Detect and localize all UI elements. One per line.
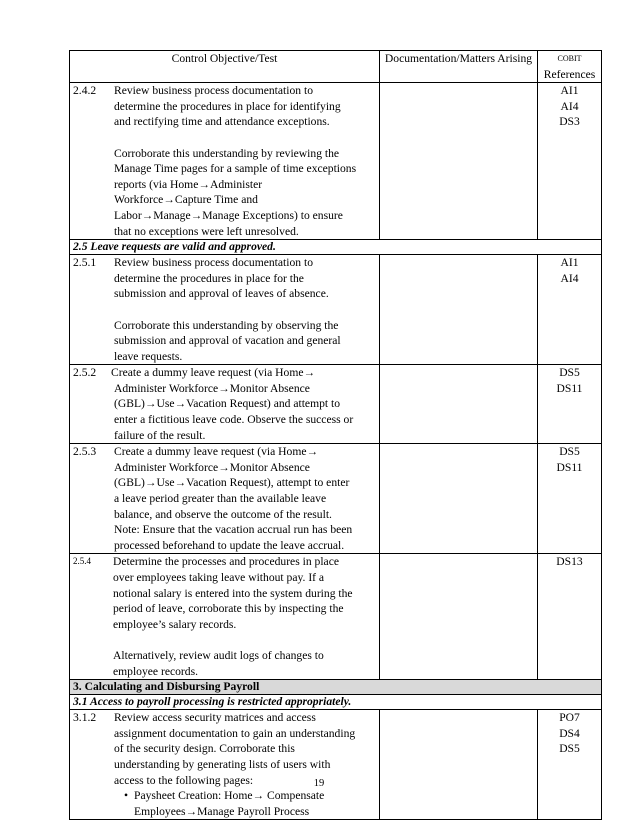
test-line: Create a dummy leave request (via Home→ bbox=[114, 445, 319, 459]
control-test-cell bbox=[70, 83, 380, 240]
header-documentation: Documentation/Matters Arising bbox=[380, 51, 538, 83]
test-line: Workforce→Capture Time and bbox=[114, 193, 258, 207]
cobit-ref-cell bbox=[538, 444, 602, 554]
test-line: reports (via Home→Administer bbox=[114, 177, 263, 191]
test-number: 2.5.1 bbox=[73, 256, 97, 270]
cobit-ref: AI4 bbox=[560, 271, 579, 285]
cobit-ref: DS5 bbox=[559, 445, 580, 459]
documentation-cell bbox=[380, 255, 538, 365]
test-line: (GBL)→Use→Vacation Request) and attempt to bbox=[114, 397, 341, 411]
test-line: access to the following pages: bbox=[114, 773, 254, 787]
cobit-ref: DS11 bbox=[556, 381, 583, 395]
test-line: Paysheet Creation: Home→ Compensate bbox=[134, 789, 325, 803]
section-heading: 2.5 Leave requests are valid and approved. bbox=[70, 240, 602, 255]
test-line: employee records. bbox=[113, 664, 198, 678]
control-test-cell bbox=[70, 444, 380, 554]
test-line: determine the procedures in place for the bbox=[114, 271, 304, 285]
list-item bbox=[114, 788, 355, 819]
cobit-ref: PO7 bbox=[559, 711, 580, 725]
test-number: 2.5.4 bbox=[73, 556, 91, 567]
test-number: 2.5.3 bbox=[73, 445, 97, 459]
cobit-ref-cell bbox=[538, 365, 602, 444]
control-test-cell bbox=[70, 554, 380, 680]
table-header-row bbox=[70, 51, 602, 83]
test-line: Note: Ensure that the vacation accrual run has been bbox=[114, 523, 353, 537]
test-line: Review access security matrices and access bbox=[114, 711, 316, 725]
test-line: understanding by generating lists of users with bbox=[114, 757, 331, 771]
cobit-ref: DS5 bbox=[559, 742, 580, 756]
test-line: Corroborate this understanding by observing the bbox=[114, 318, 339, 332]
documentation-cell bbox=[380, 83, 538, 240]
test-number: 2.4.2 bbox=[73, 84, 97, 98]
header-cobit-references bbox=[538, 51, 602, 83]
test-line: assignment documentation to gain an understanding bbox=[114, 726, 356, 740]
test-line: Labor→Manage→Manage Exceptions) to ensure bbox=[114, 208, 343, 222]
cobit-ref: AI1 bbox=[560, 84, 579, 98]
table-row bbox=[70, 255, 602, 365]
test-line: a leave period greater than the available leave bbox=[114, 492, 327, 506]
cobit-ref-cell bbox=[538, 710, 602, 820]
header-cobit: COBIT bbox=[557, 54, 582, 63]
cobit-ref: DS3 bbox=[559, 115, 580, 129]
section-heading: 3.1 Access to payroll processing is restricted appropriately. bbox=[70, 695, 602, 710]
test-line: Create a dummy leave request (via Home→ bbox=[111, 366, 316, 380]
cobit-ref-cell bbox=[538, 255, 602, 365]
table-row bbox=[70, 83, 602, 240]
section-heading-row bbox=[70, 240, 602, 255]
cobit-ref: DS13 bbox=[556, 555, 583, 569]
test-line: notional salary is entered into the system during the bbox=[113, 586, 353, 600]
test-line: period of leave, corroborate this by inspecting the bbox=[113, 602, 344, 616]
control-test-cell bbox=[70, 255, 380, 365]
documentation-cell bbox=[380, 554, 538, 680]
test-line: (GBL)→Use→Vacation Request), attempt to enter bbox=[114, 476, 350, 490]
test-line: Review business process documentation to bbox=[114, 256, 313, 270]
table-row bbox=[70, 710, 602, 820]
section-heading-row bbox=[70, 695, 602, 710]
table-row bbox=[70, 365, 602, 444]
test-line: Employees→Manage Payroll Process bbox=[134, 804, 310, 818]
test-line: and rectifying time and attendance exceptions. bbox=[114, 115, 330, 129]
test-line: Corroborate this understanding by reviewing the bbox=[114, 146, 340, 160]
cobit-ref: DS11 bbox=[556, 460, 583, 474]
test-line: Administer Workforce→Monitor Absence bbox=[114, 381, 310, 395]
cobit-ref: AI1 bbox=[560, 256, 579, 270]
test-line: Alternatively, review audit logs of changes to bbox=[113, 648, 324, 662]
control-test-cell bbox=[70, 365, 380, 444]
test-line: processed beforehand to update the leave accrual. bbox=[114, 538, 345, 552]
bullet-icon: • bbox=[123, 789, 128, 803]
header-control-objective: Control Objective/Test bbox=[70, 51, 380, 83]
documentation-cell bbox=[380, 365, 538, 444]
control-test-cell bbox=[70, 710, 380, 820]
table-row bbox=[70, 444, 602, 554]
test-line: employee’s salary records. bbox=[113, 617, 237, 631]
cobit-ref-cell bbox=[538, 554, 602, 680]
test-line: Administer Workforce→Monitor Absence bbox=[114, 460, 310, 474]
page-number: 19 bbox=[313, 778, 325, 789]
header-references: References bbox=[543, 67, 596, 81]
test-line: Manage Time pages for a sample of time exceptions bbox=[114, 162, 357, 176]
test-line: Review business process documentation to bbox=[114, 84, 313, 98]
test-number: 3.1.2 bbox=[73, 711, 97, 725]
documentation-cell bbox=[380, 710, 538, 820]
test-line: enter a fictitious leave code. Observe the success or bbox=[114, 413, 354, 427]
test-line: over employees taking leave without pay. If a bbox=[113, 571, 325, 584]
test-line: submission and approval of leaves of absence. bbox=[114, 287, 329, 301]
bullet-list bbox=[114, 788, 355, 819]
test-line: determine the procedures in place for identifying bbox=[114, 99, 341, 113]
test-line: Determine the processes and procedures in place bbox=[113, 555, 339, 569]
cobit-ref: DS4 bbox=[559, 726, 580, 740]
test-line: that no exceptions were left unresolved. bbox=[114, 224, 299, 238]
cobit-ref: AI4 bbox=[560, 99, 579, 113]
cobit-ref: DS5 bbox=[559, 366, 580, 380]
table-row bbox=[70, 554, 602, 680]
test-line: balance, and observe the outcome of the result. bbox=[114, 507, 332, 521]
test-line: leave requests. bbox=[114, 349, 183, 363]
test-line: of the security design. Corroborate this bbox=[114, 742, 295, 756]
test-number: 2.5.2 bbox=[73, 366, 97, 380]
test-line: failure of the result. bbox=[114, 428, 206, 442]
test-line: submission and approval of vacation and general bbox=[114, 334, 341, 348]
cobit-ref-cell bbox=[538, 83, 602, 240]
major-heading: 3. Calculating and Disbursing Payroll bbox=[70, 680, 602, 695]
audit-program-table bbox=[69, 50, 602, 820]
documentation-cell bbox=[380, 444, 538, 554]
major-heading-row bbox=[70, 680, 602, 695]
